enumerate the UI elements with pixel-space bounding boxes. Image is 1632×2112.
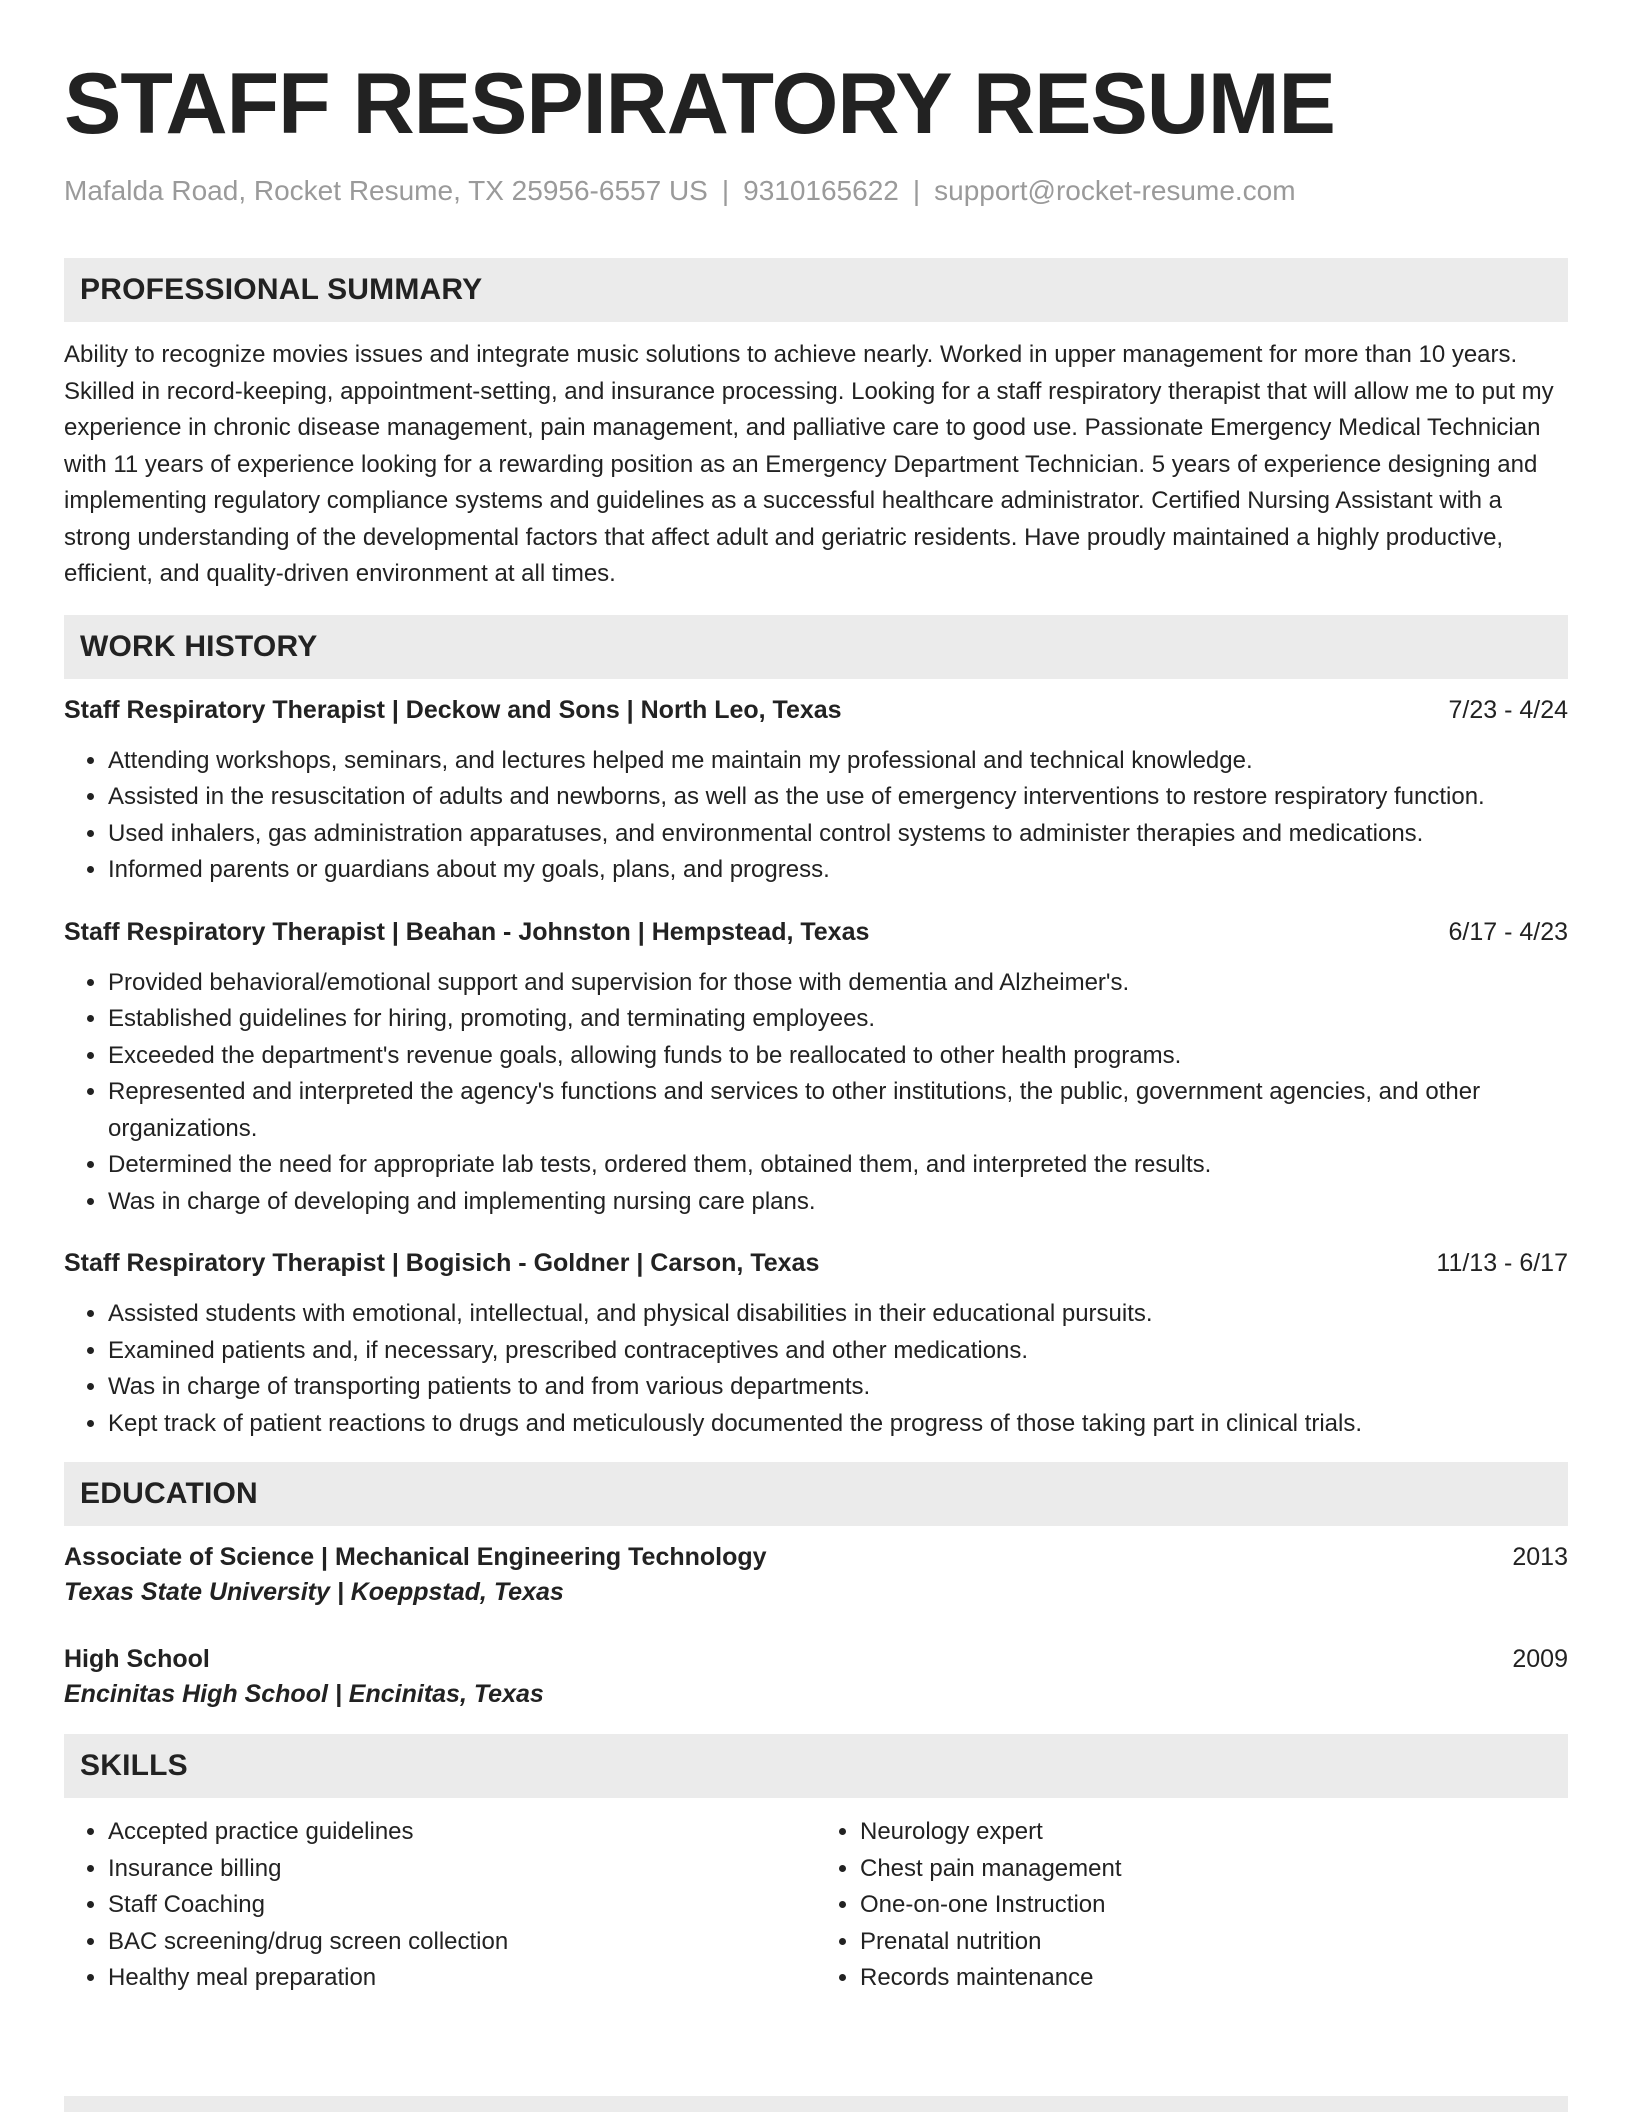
section-heading-skills: SKILLS (64, 1734, 1568, 1798)
education-header (64, 1540, 1568, 1574)
skills-list (64, 1814, 1568, 1997)
address: Mafalda Road, Rocket Resume, TX 25956-6557 US (64, 175, 708, 206)
job-entry (64, 915, 1568, 1221)
graduation-year: 2013 (1512, 1543, 1568, 1571)
skills-column-left (64, 1814, 816, 1997)
job-bullet: • Exceeded the department's revenue goals, allowing funds to be reallocated to other health programs. (108, 1038, 1568, 1075)
skill-item: • Records maintenance (860, 1960, 1568, 1997)
job-dates: 11/13 - 6/17 (1436, 1249, 1568, 1277)
job-bullets (64, 743, 1568, 889)
skill-item: • Staff Coaching (108, 1887, 816, 1924)
job-bullet: • Attending workshops, seminars, and lectures helped me maintain my professional and technical knowledge. (108, 743, 1568, 780)
resume-page (64, 0, 1568, 1997)
job-header (64, 1246, 1568, 1280)
job-dates: 6/17 - 4/23 (1448, 917, 1568, 946)
job-title: Staff Respiratory Therapist | Bogisich - Goldner | Carson, Texas (64, 1249, 820, 1277)
skill-item: • Accepted practice guidelines (108, 1814, 816, 1851)
school-name: Encinitas High School | Encinitas, Texas (64, 1680, 544, 1708)
job-bullet: • Provided behavioral/emotional support and supervision for those with dementia and Alzheimer's. (108, 965, 1568, 1002)
job-bullets (64, 965, 1568, 1221)
job-bullet: • Examined patients and, if necessary, prescribed contraceptives and other medications. (108, 1333, 1568, 1370)
job-title: Staff Respiratory Therapist | Deckow and Sons | North Leo, Texas (64, 695, 842, 724)
job-title: Staff Respiratory Therapist | Beahan - Johnston | Hempstead, Texas (64, 917, 870, 946)
education-entry (64, 1540, 1568, 1610)
skill-item: • Prenatal nutrition (860, 1924, 1568, 1961)
summary-text: Ability to recognize movies issues and integrate music solutions to achieve nearly. Worked in upper management for more than 10 years. Skilled in record-keeping, appointment-setting, and insurance processing. Looking for a staff respiratory therapist that will allow me to put my experience in chronic disease management, pain management, and palliative care to good use. Passionate Emergency Medical Technician with 11 years of experience looking for a rewarding position as an Emergency Department Technician. 5 years of experience designing and implementing regulatory compliance systems and guidelines as a successful healthcare administrator. Certified Nursing Assistant with a strong understanding of the developmental factors that affect adult and geriatric residents. Have proudly maintained a highly productive, efficient, and quality-driven environment at all times. (64, 341, 1554, 587)
education-header (64, 1642, 1568, 1676)
education-entry (64, 1642, 1568, 1712)
next-section-heading-bar (64, 2096, 1568, 2112)
job-bullet: • Determined the need for appropriate lab tests, ordered them, obtained them, and interpreted the results. (108, 1147, 1568, 1184)
job-bullet: • Assisted in the resuscitation of adults and newborns, as well as the use of emergency interventions to restore respiratory function. (108, 779, 1568, 816)
phone: 9310165622 (743, 175, 899, 206)
job-header (64, 693, 1568, 727)
skill-item: • Neurology expert (860, 1814, 1568, 1851)
degree: Associate of Science | Mechanical Engineering Technology (64, 1543, 767, 1571)
contact-separator: | (912, 175, 921, 206)
job-bullets (64, 1296, 1568, 1442)
contact-separator: | (721, 175, 730, 206)
section-heading-work-history: WORK HISTORY (64, 615, 1568, 679)
job-dates: 7/23 - 4/24 (1448, 695, 1568, 724)
section-heading-summary: PROFESSIONAL SUMMARY (64, 258, 1568, 322)
contact-line (64, 174, 1568, 208)
job-bullet: • Was in charge of developing and implementing nursing care plans. (108, 1184, 1568, 1221)
email-link[interactable]: support@rocket-resume.com (934, 175, 1296, 206)
section-heading-education: EDUCATION (64, 1462, 1568, 1526)
skill-item: • Insurance billing (108, 1851, 816, 1888)
skill-item: • BAC screening/drug screen collection (108, 1924, 816, 1961)
skill-item: • Healthy meal preparation (108, 1960, 816, 1997)
job-entry (64, 1246, 1568, 1442)
job-bullet: • Assisted students with emotional, intellectual, and physical disabilities in their educational pursuits. (108, 1296, 1568, 1333)
degree: High School (64, 1645, 210, 1673)
job-entry (64, 693, 1568, 889)
job-header (64, 915, 1568, 949)
job-bullet: • Established guidelines for hiring, promoting, and terminating employees. (108, 1001, 1568, 1038)
job-bullet: • Informed parents or guardians about my goals, plans, and progress. (108, 852, 1568, 889)
school-name: Texas State University | Koeppstad, Texas (64, 1578, 564, 1606)
graduation-year: 2009 (1512, 1645, 1568, 1673)
skill-item: • Chest pain management (860, 1851, 1568, 1888)
resume-title: STAFF RESPIRATORY RESUME (64, 56, 1335, 152)
skill-item: • One-on-one Instruction (860, 1887, 1568, 1924)
job-bullet: • Represented and interpreted the agency's functions and services to other institutions, the public, government agencies, and other organizations. (108, 1074, 1568, 1147)
job-bullet: • Kept track of patient reactions to drugs and meticulously documented the progress of those taking part in clinical trials. (108, 1406, 1568, 1443)
job-bullet: • Was in charge of transporting patients to and from various departments. (108, 1369, 1568, 1406)
skills-column-right (816, 1814, 1568, 1997)
job-bullet: • Used inhalers, gas administration apparatuses, and environmental control systems to administer therapies and medications. (108, 816, 1568, 853)
